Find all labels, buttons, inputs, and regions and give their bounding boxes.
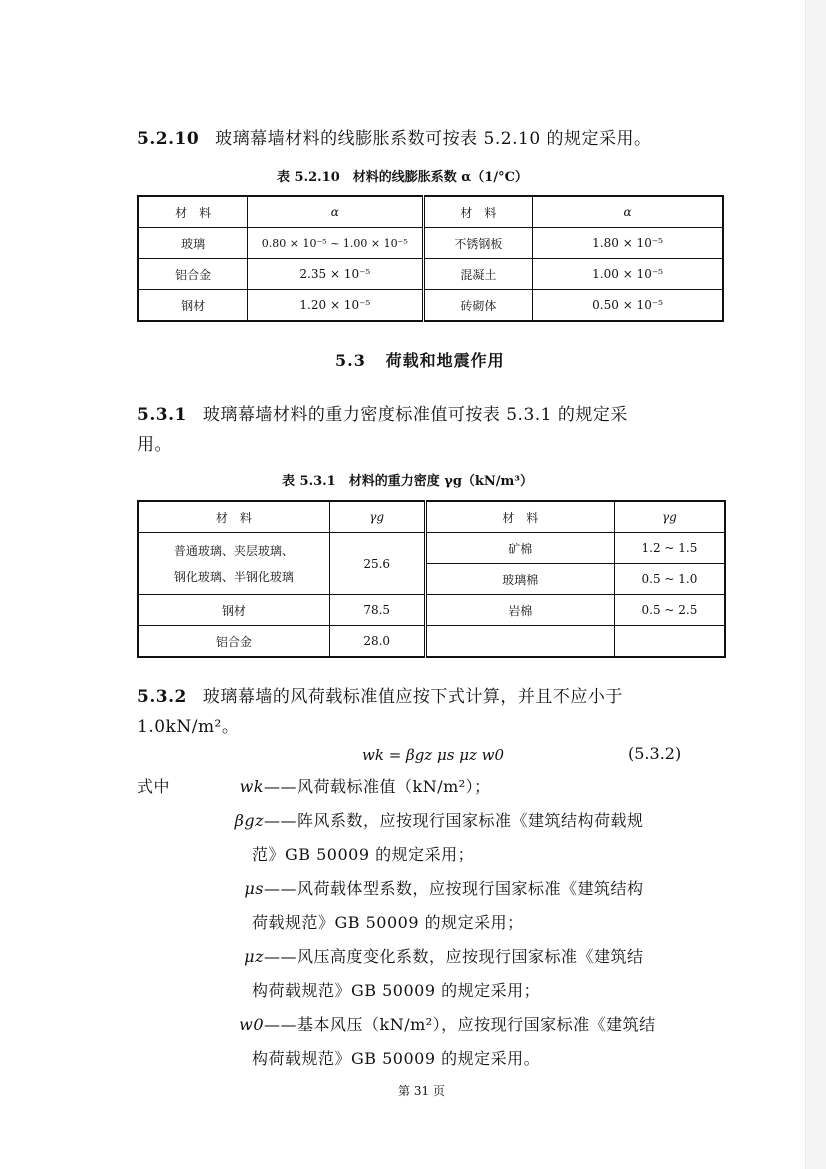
definition-text: ——风荷载标准值（kN/m²）；	[264, 777, 491, 796]
table-cell: 砖砌体	[423, 290, 533, 322]
definition-text: ——风压高度变化系数，应按现行国家标准《建筑结	[264, 947, 644, 966]
clause-text-continued: 1.0kN/m²。	[137, 717, 240, 737]
definition-text: 荷载规范》GB 50009 的规定采用；	[252, 913, 524, 932]
equation-number: (5.3.2)	[628, 744, 682, 763]
page-number: 第 31 页	[398, 1084, 445, 1098]
clause-text: 玻璃幕墙材料的线膨胀系数可按表 5.2.10 的规定采用。	[215, 129, 652, 149]
clause-number: 5.3.1	[137, 405, 187, 425]
table-cell: 1.00 × 10⁻⁵	[533, 259, 723, 290]
definition-text: 构荷载规范》GB 50009 的规定采用。	[252, 1049, 541, 1068]
clause-text-continued: 用。	[137, 435, 172, 455]
table-cell: 玻璃棉	[425, 564, 614, 595]
table-header-row	[138, 501, 725, 533]
definition-item	[196, 804, 656, 872]
table-cell: 铝合金	[138, 626, 329, 658]
header-cell: α	[248, 196, 423, 228]
header-cell: 材 料	[423, 196, 533, 228]
table-cell: 混凝土	[423, 259, 533, 290]
definition-text: 构荷载规范》GB 50009 的规定采用；	[252, 981, 541, 1000]
section-heading	[335, 348, 505, 371]
table-row	[138, 259, 723, 290]
symbol: βgz	[234, 811, 264, 830]
header-cell: γg	[614, 501, 725, 533]
table-cell: 1.20 × 10⁻⁵	[248, 290, 423, 322]
formula: wk = βgz μs μz w0	[362, 746, 504, 764]
page-edge	[805, 0, 826, 1169]
table-row	[138, 595, 725, 626]
table-row	[138, 290, 723, 322]
definition-item	[196, 1008, 656, 1076]
definition-item	[196, 770, 656, 804]
table-5-2-10	[137, 195, 724, 322]
clause-5-3-1	[137, 400, 628, 425]
material-line: 钢化玻璃、半钢化玻璃	[173, 569, 294, 584]
table-cell: 78.5	[329, 595, 425, 626]
header-cell: 材 料	[138, 196, 248, 228]
table-cell: 1.80 × 10⁻⁵	[533, 228, 723, 259]
table-cell: 矿棉	[425, 533, 614, 564]
section-number: 5.3	[335, 351, 366, 370]
clause-text: 玻璃幕墙的风荷载标准值应按下式计算，并且不应小于	[202, 687, 623, 707]
symbol: w0	[239, 1015, 264, 1034]
table-header-row	[138, 196, 723, 228]
table-cell: 钢材	[138, 595, 329, 626]
table-cell: 不锈钢板	[423, 228, 533, 259]
definition-text: 范》GB 50009 的规定采用；	[252, 845, 475, 864]
table-cell: 0.50 × 10⁻⁵	[533, 290, 723, 322]
where-label: 式中	[137, 777, 171, 796]
table-cell: 1.2 ~ 1.5	[614, 533, 725, 564]
table-cell: 28.0	[329, 626, 425, 658]
material-line: 普通玻璃、夹层玻璃、	[173, 543, 294, 558]
table-cell	[425, 626, 614, 658]
definition-item	[196, 872, 656, 940]
table-row	[138, 626, 725, 658]
header-cell: 材 料	[138, 501, 329, 533]
clause-number: 5.2.10	[137, 129, 200, 149]
table-caption: 表 5.3.1 材料的重力密度 γg（kN/m³）	[282, 474, 533, 489]
table-cell: 岩棉	[425, 595, 614, 626]
definition-text: ——风荷载体型系数，应按现行国家标准《建筑结构	[264, 879, 644, 898]
table-cell: 0.5 ~ 1.0	[614, 564, 725, 595]
header-cell: γg	[329, 501, 425, 533]
table-cell: 0.80 × 10⁻⁵ ~ 1.00 × 10⁻⁵	[248, 228, 423, 259]
definition-item	[196, 940, 656, 1008]
definitions-list	[196, 770, 656, 1076]
table-caption: 表 5.2.10 材料的线膨胀系数 α（1/°C）	[277, 170, 528, 185]
section-title: 荷载和地震作用	[385, 351, 505, 370]
table-cell	[138, 533, 329, 595]
symbol: μz	[244, 947, 264, 966]
clause-number: 5.3.2	[137, 687, 187, 707]
clause-5-3-2	[137, 682, 623, 707]
definition-text: ——阵风系数，应按现行国家标准《建筑结构荷载规	[264, 811, 644, 830]
table-row	[138, 533, 725, 564]
table-cell	[614, 626, 725, 658]
symbol: μs	[244, 879, 264, 898]
table-cell: 25.6	[329, 533, 425, 595]
table-cell: 0.5 ~ 2.5	[614, 595, 725, 626]
header-cell: 材 料	[425, 501, 614, 533]
table-cell: 铝合金	[138, 259, 248, 290]
symbol: wk	[239, 777, 264, 796]
definition-text: ——基本风压（kN/m²），应按现行国家标准《建筑结	[264, 1015, 656, 1034]
header-cell: α	[533, 196, 723, 228]
table-row	[138, 228, 723, 259]
clause-5-2-10	[137, 124, 652, 149]
table-cell: 钢材	[138, 290, 248, 322]
table-5-3-1	[137, 500, 726, 658]
clause-text: 玻璃幕墙材料的重力密度标准值可按表 5.3.1 的规定采	[202, 405, 628, 425]
table-cell: 玻璃	[138, 228, 248, 259]
table-cell: 2.35 × 10⁻⁵	[248, 259, 423, 290]
